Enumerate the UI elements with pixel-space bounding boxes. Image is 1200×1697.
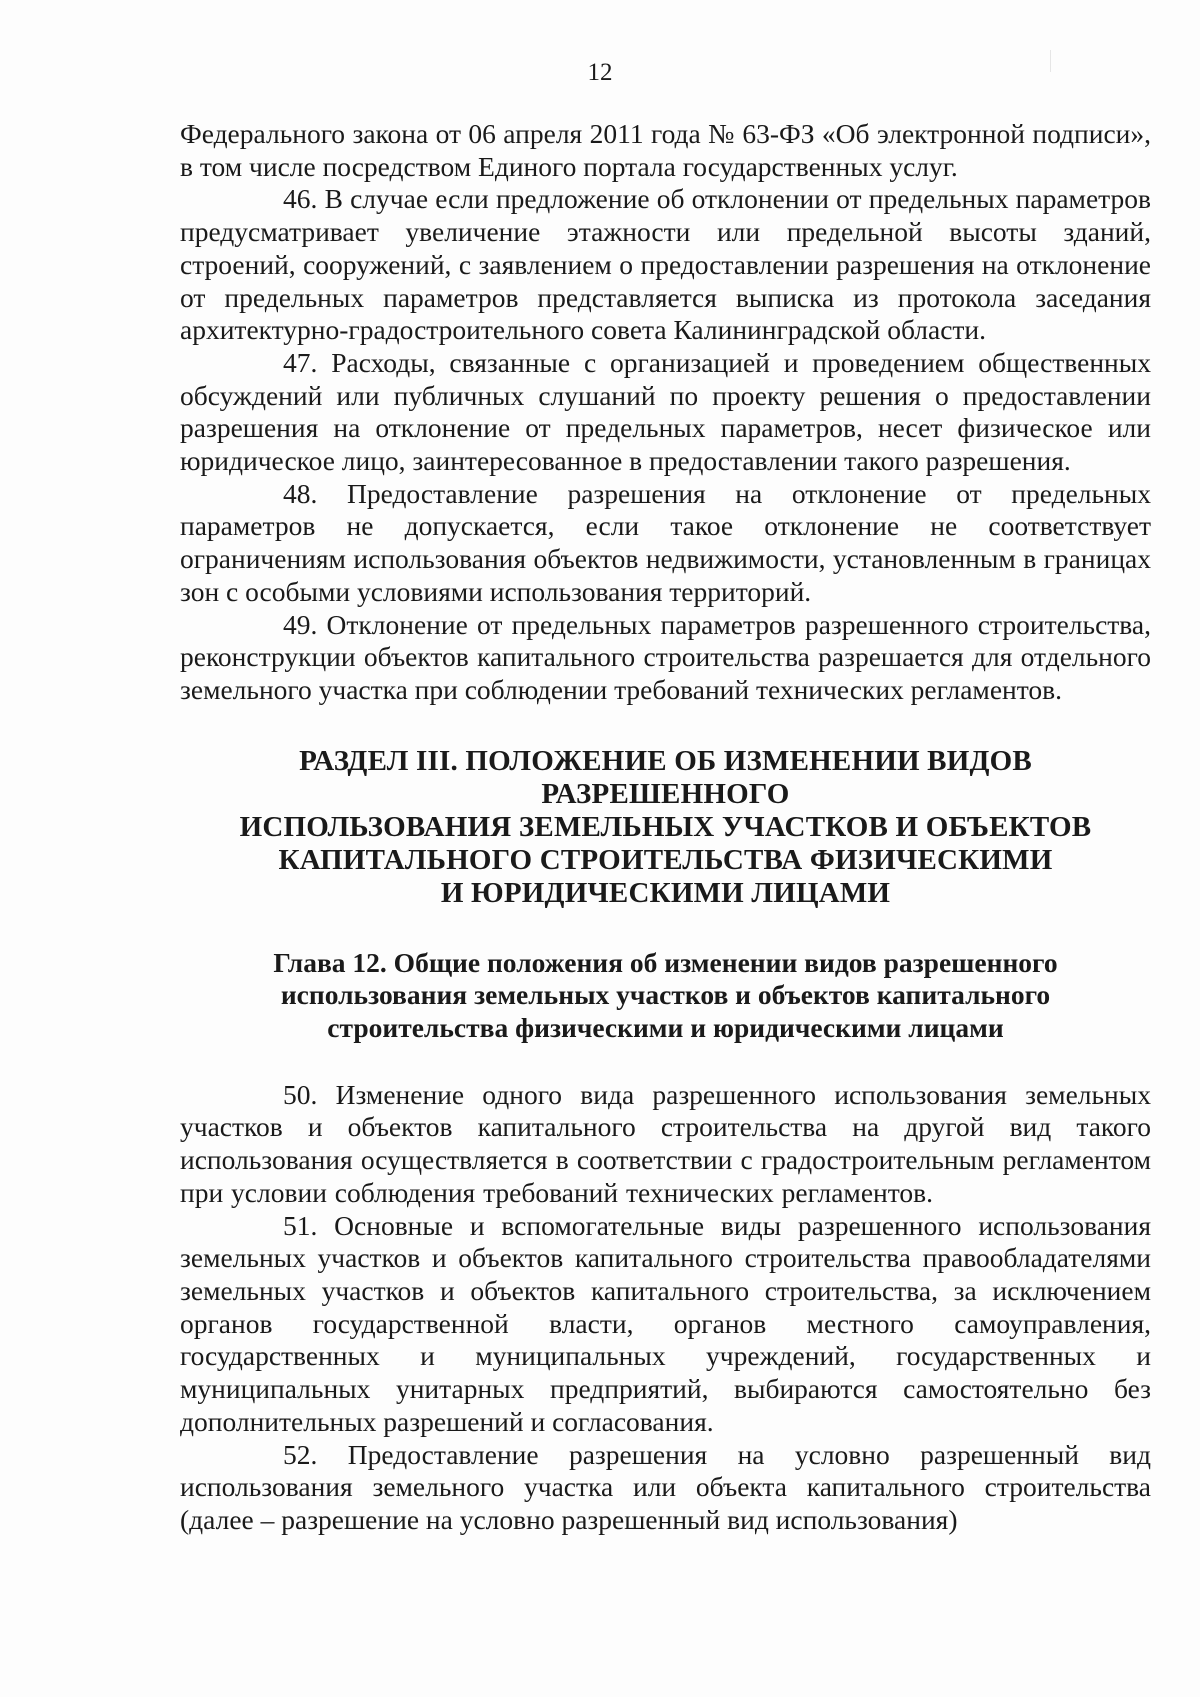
paragraph-continuation: Федерального закона от 06 апреля 2011 года № 63-ФЗ «Об электронной подписи», в том числе посредством Единого портала государственных услуг. xyxy=(180,118,1151,182)
section-heading-line: РАЗДЕЛ III. ПОЛОЖЕНИЕ ОБ ИЗМЕНЕНИИ ВИДОВ РАЗРЕШЕННОГО xyxy=(299,744,1032,810)
paragraph-50: 50. Изменение одного вида разрешенного использования земельных участков и объектов капитального строительства на другой вид такого использования осуществляется в соответствии с градостроительным регламентом при условии соблюдения требований технических регламентов. xyxy=(180,1078,1151,1208)
paragraph-52: 52. Предоставление разрешения на условно разрешенный вид использования земельного участка или объекта капитального строительства (далее – разрешение на условно разрешенный вид использования) xyxy=(180,1438,1151,1535)
paragraph-48: 48. Предоставление разрешения на отклонение от предельных параметров не допускается, если такое отклонение не соответствует ограничениям использования объектов недвижимости, установленным в границах зон с особыми условиями использования территорий. xyxy=(180,477,1151,607)
paragraph-47: 47. Расходы, связанные с организацией и проведением общественных обсуждений или публичных слушаний по проекту решения о предоставлении разрешения на отклонение от предельных параметров, несет физическое или юридическое лицо, заинтересованное в предоставлении такого разрешения. xyxy=(180,346,1151,477)
chapter-heading-line: строительства физическими и юридическими лицами xyxy=(327,1012,1004,1044)
section-heading-line: КАПИТАЛЬНОГО СТРОИТЕЛЬСТВА ФИЗИЧЕСКИМИ xyxy=(278,843,1053,876)
section-heading xyxy=(180,745,1151,910)
document-body xyxy=(180,118,1151,1537)
paragraph-46: 46. В случае если предложение об отклонении от предельных параметров предусматривает увеличение этажности или предельной высоты зданий, строений, сооружений, с заявлением о предоставлении разрешения на отклонение от предельных параметров представляется выписка из протокола заседания архитектурно-градостроительного совета Калининградской области. xyxy=(180,183,1151,346)
section-heading-line: ИСПОЛЬЗОВАНИЯ ЗЕМЕЛЬНЫХ УЧАСТКОВ И ОБЪЕКТОВ xyxy=(239,810,1092,843)
chapter-heading xyxy=(180,947,1151,1045)
paragraph-51: 51. Основные и вспомогательные виды разрешенного использования земельных участков и объектов капитального строительства правообладателями земельных участков и объектов капитального строительства, за исключением органов государственной власти, органов местного самоуправления, государственных и муниципальных учреждений, государственных и муниципальных унитарных предприятий, выбираются самостоятельно без дополнительных разрешений и согласования. xyxy=(180,1209,1151,1437)
chapter-body xyxy=(180,1079,1151,1537)
paragraph-49: 49. Отклонение от предельных параметров разрешенного строительства, реконструкции объектов капитального строительства разрешается для отдельного земельного участка при соблюдении требований технических регламентов. xyxy=(180,608,1151,705)
section-heading-line: И ЮРИДИЧЕСКИМИ ЛИЦАМИ xyxy=(440,876,891,909)
chapter-heading-line: использования земельных участков и объектов капитального xyxy=(280,979,1051,1011)
chapter-heading-line: Глава 12. Общие положения об изменении видов разрешенного xyxy=(273,946,1058,978)
page-number: 12 xyxy=(587,59,613,86)
